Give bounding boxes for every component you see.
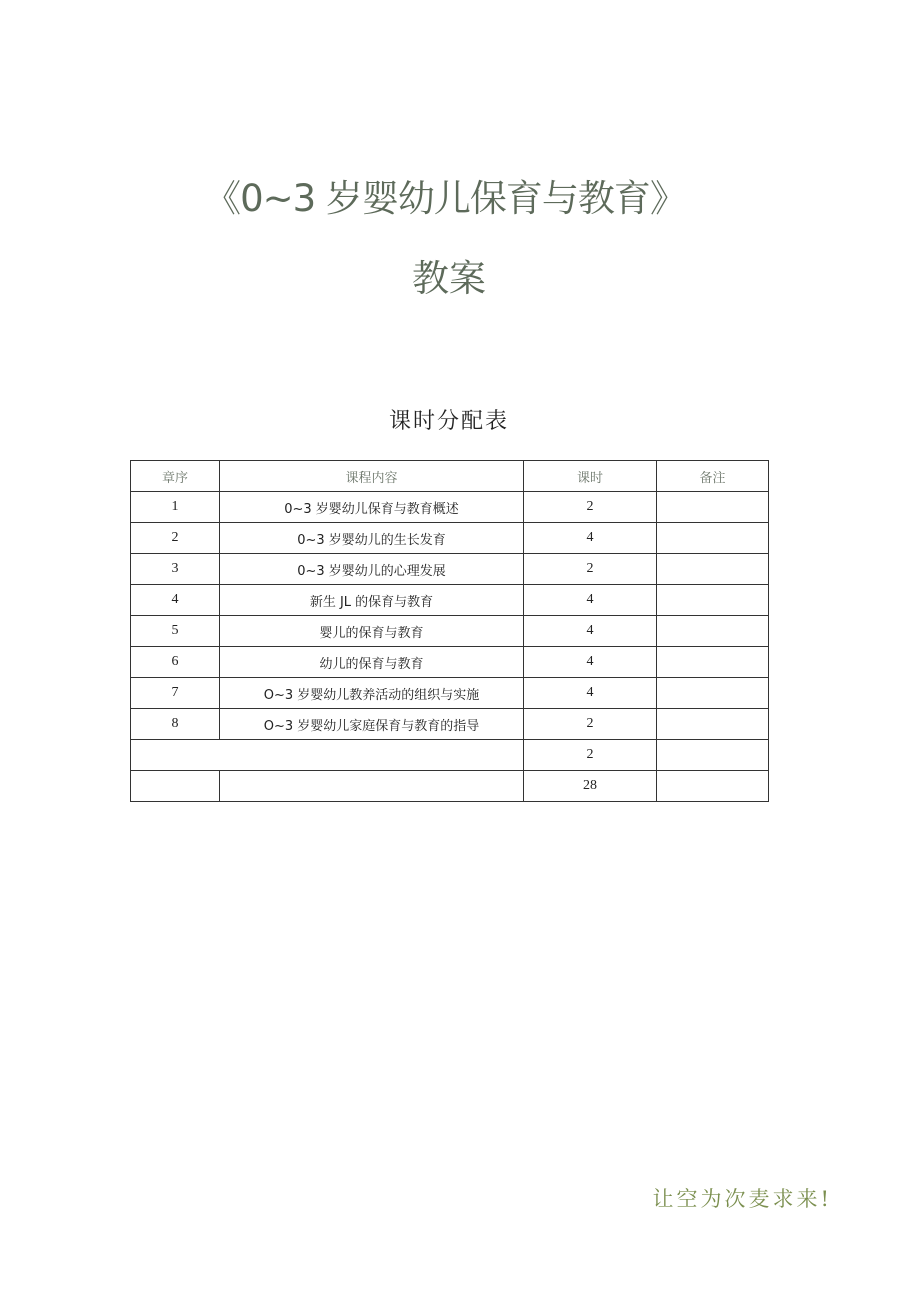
cell-hours: 4 (524, 678, 657, 709)
cell-hours: 2 (524, 492, 657, 523)
cell-content: 新生 JL 的保育与教育 (220, 585, 524, 616)
footer-note: 让空为次麦求来! (652, 1187, 832, 1211)
cell-chapter: 7 (131, 678, 220, 709)
cell-chapter: 6 (131, 647, 220, 678)
table-title: 课时分配表 (388, 409, 509, 434)
cell-total-hours: 28 (524, 771, 657, 802)
cell-note (657, 616, 769, 647)
cell-hours: 4 (524, 585, 657, 616)
table-row-extra (131, 740, 769, 771)
cell-content: 0~3 岁婴幼儿的生长发育 (220, 523, 524, 554)
table-row-total (131, 771, 769, 802)
cell-chapter: 8 (131, 709, 220, 740)
cell-content: O~3 岁婴幼儿教养活动的组织与实施 (220, 678, 524, 709)
cell-note (657, 492, 769, 523)
table-row (131, 554, 769, 585)
cell-note (657, 585, 769, 616)
table-row (131, 647, 769, 678)
table-row (131, 492, 769, 523)
document-subtitle: 教案 (412, 257, 486, 300)
cell-merged-label (131, 740, 524, 771)
cell-chapter: 3 (131, 554, 220, 585)
cell-content: 0~3 岁婴幼儿保育与教育概述 (220, 492, 524, 523)
document-title: 《0~3 岁婴幼儿保育与教育》 (204, 177, 686, 220)
cell-note (657, 523, 769, 554)
cell-note (657, 678, 769, 709)
header-note: 备注 (657, 461, 769, 492)
cell-note (657, 647, 769, 678)
schedule-table (130, 460, 769, 802)
cell-chapter: 1 (131, 492, 220, 523)
cell-chapter: 4 (131, 585, 220, 616)
cell-chapter: 2 (131, 523, 220, 554)
cell-chapter: 5 (131, 616, 220, 647)
header-content: 课程内容 (220, 461, 524, 492)
cell-note (657, 554, 769, 585)
cell-note (657, 740, 769, 771)
cell-content: 幼儿的保育与教育 (220, 647, 524, 678)
table-header-row (131, 461, 769, 492)
cell-chapter (131, 771, 220, 802)
table-row (131, 585, 769, 616)
table-row (131, 678, 769, 709)
cell-hours: 2 (524, 709, 657, 740)
cell-note (657, 771, 769, 802)
table-row (131, 616, 769, 647)
cell-hours: 4 (524, 616, 657, 647)
header-hours: 课时 (524, 461, 657, 492)
table-row (131, 709, 769, 740)
table-row (131, 523, 769, 554)
cell-hours: 4 (524, 523, 657, 554)
cell-content (220, 771, 524, 802)
cell-content: 婴儿的保育与教育 (220, 616, 524, 647)
cell-note (657, 709, 769, 740)
cell-content: O~3 岁婴幼儿家庭保育与教育的指导 (220, 709, 524, 740)
cell-hours: 2 (524, 740, 657, 771)
cell-hours: 2 (524, 554, 657, 585)
cell-content: 0~3 岁婴幼儿的心理发展 (220, 554, 524, 585)
header-chapter: 章序 (131, 461, 220, 492)
cell-hours: 4 (524, 647, 657, 678)
